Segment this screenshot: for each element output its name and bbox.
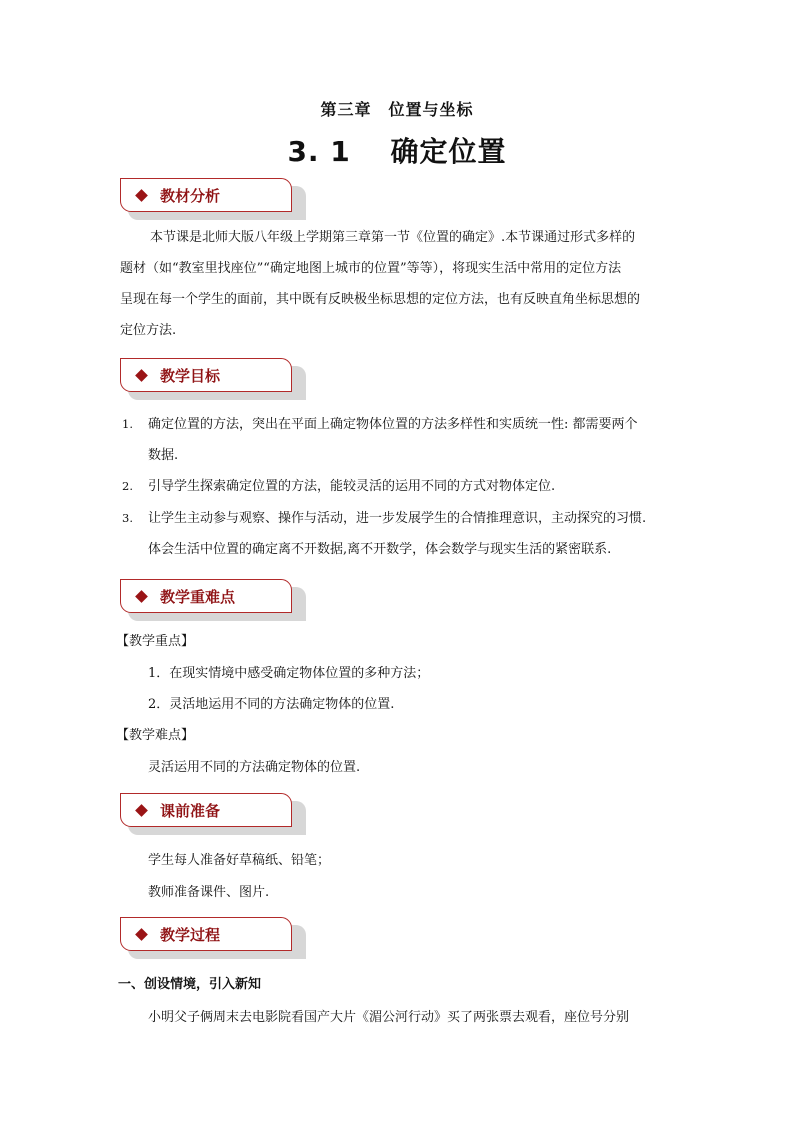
section-header-difficulty [120, 579, 308, 623]
key-point-1: 1．在现实情境中感受确定物体位置的多种方法； [148, 666, 430, 681]
section-label: 教学重难点 [160, 587, 236, 606]
goal-number-3: 3. [122, 511, 133, 525]
section-label: 教材分析 [160, 186, 221, 205]
step-heading: 一、创设情境，引入新知 [118, 977, 262, 992]
analysis-line-3: 呈现在每一个学生的面前，其中既有反映极坐标思想的定位方法，也有反映直角坐标思想的 [120, 292, 641, 307]
difficult-point-text: 灵活运用不同的方法确定物体的位置. [148, 760, 361, 775]
prep-line-2: 教师准备课件、图片. [148, 885, 270, 900]
analysis-line-1: 本节课是北师大版八年级上学期第三章第一节《位置的确定》.本节课通过形式多样的 [150, 230, 636, 245]
prep-line-1: 学生每人准备好草稿纸、铅笔； [148, 853, 331, 868]
section-label: 教学过程 [160, 925, 221, 944]
goal-1-line-1: 确定位置的方法，突出在平面上确定物体位置的方法多样性和实质统一性: 都需要两个 [148, 417, 638, 432]
difficult-points-heading: 【教学难点】 [116, 728, 195, 743]
section-header-prep [120, 793, 308, 837]
diamond-icon [135, 590, 148, 603]
diamond-icon [135, 189, 148, 202]
chapter-heading: 第三章 位置与坐标 [320, 100, 474, 119]
section-label: 教学目标 [160, 366, 221, 385]
step-text: 小明父子俩周末去电影院看国产大片《湄公河行动》买了两张票去观看，座位号分别 [148, 1010, 630, 1025]
section-header-goals [120, 358, 308, 402]
goal-2-line-1: 引导学生探索确定位置的方法，能较灵活的运用不同的方式对物体定位. [148, 479, 556, 494]
goal-3-line-2: 体会生活中位置的确定离不开数据,离不开数学，体会数学与现实生活的紧密联系. [148, 542, 612, 557]
section-header-process [120, 917, 308, 961]
section-title: 3. 1 确定位置 [287, 135, 507, 168]
goal-1-line-2: 数据. [148, 448, 179, 463]
section-header-analysis [120, 178, 308, 222]
diamond-icon [135, 369, 148, 382]
key-point-2: 2．灵活地运用不同的方法确定物体的位置. [148, 697, 395, 712]
goal-3-line-1: 让学生主动参与观察、操作与活动，进一步发展学生的合情推理意识，主动探究的习惯. [148, 511, 647, 526]
section-label: 课前准备 [160, 801, 221, 820]
diamond-icon [135, 804, 148, 817]
diamond-icon [135, 928, 148, 941]
key-points-heading: 【教学重点】 [116, 634, 195, 649]
goal-number-1: 1. [122, 417, 133, 431]
goal-number-2: 2. [122, 479, 133, 493]
analysis-line-2: 题材（如“教室里找座位”“确定地图上城市的位置”等等），将现实生活中常用的定位方法 [120, 261, 622, 276]
analysis-line-4: 定位方法. [120, 323, 177, 338]
